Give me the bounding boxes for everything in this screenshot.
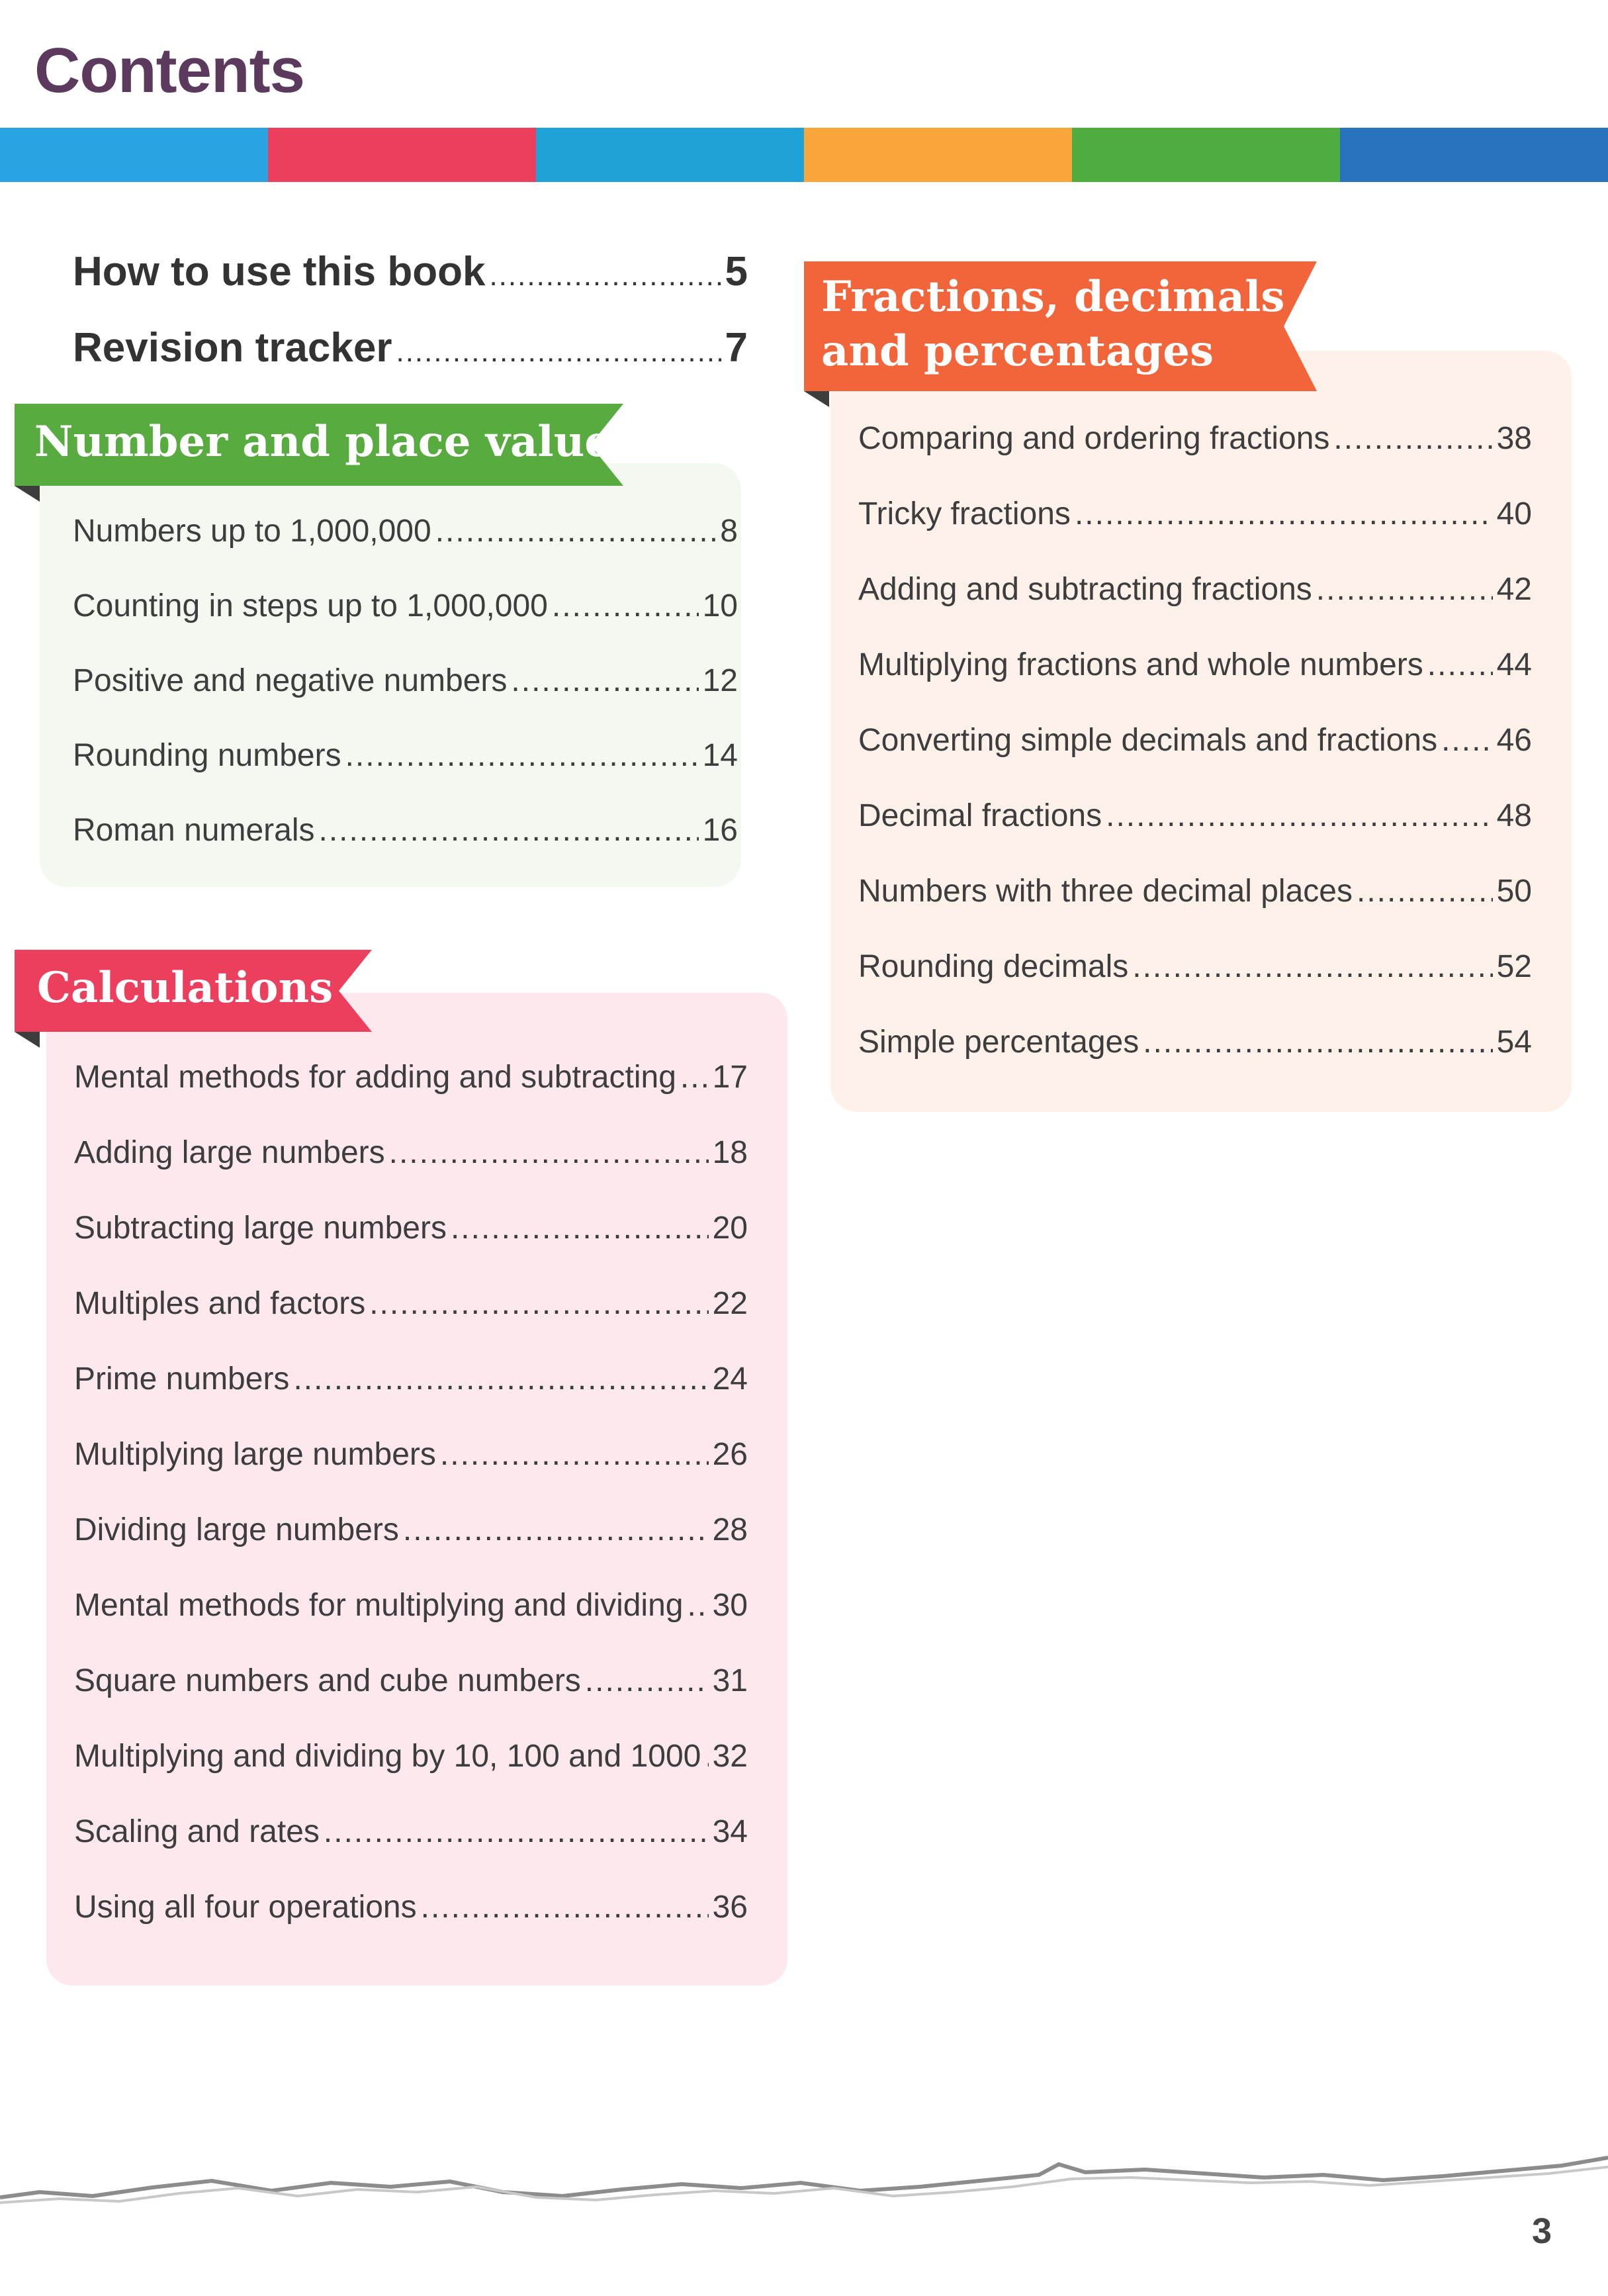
toc-entry-label: Using all four operations [74,1890,417,1925]
toc-entry-revision-tracker[interactable] [73,324,748,371]
toc-entry-page: 32 [712,1739,748,1774]
toc-entry[interactable] [74,1361,748,1397]
dot-leader [1427,647,1493,683]
dot-leader [345,737,699,774]
toc-entry-page: 7 [725,325,748,371]
dot-leader [1316,571,1493,608]
toc-entry-label: Multiples and factors [74,1286,366,1321]
toc-entry[interactable] [74,1210,748,1246]
toc-entry-label: Square numbers and cube numbers [74,1663,581,1698]
toc-entry-page: 24 [712,1361,748,1397]
toc-entry-label: Simple percentages [858,1025,1139,1060]
dot-leader [489,248,721,295]
dot-leader [403,1512,709,1548]
toc-entry-label: Decimal fractions [858,798,1102,833]
dot-leader [1357,873,1493,909]
toc-entry-page: 18 [712,1135,748,1170]
toc-entry-page: 30 [712,1588,748,1623]
fractions-section-heading-line1: Fractions, decimals [821,272,1285,322]
calculations-section-heading: Calculations [37,963,334,1013]
toc-entry-page: 42 [1496,572,1532,607]
toc-entry[interactable] [74,1738,748,1774]
dot-leader [440,1436,709,1473]
toc-entry[interactable] [73,588,738,624]
toc-entry[interactable] [858,722,1532,758]
toc-entry[interactable] [74,1134,748,1171]
dot-leader [389,1134,709,1171]
dot-leader [396,324,721,371]
toc-entry[interactable] [74,1059,748,1095]
strip-segment-cyan [536,128,804,182]
toc-entry[interactable] [858,1024,1532,1060]
toc-entry-page: 8 [720,514,738,549]
dot-leader [680,1059,709,1095]
dot-leader [1143,1024,1492,1060]
toc-entry-how-to-use[interactable] [73,248,748,295]
toc-entry[interactable] [73,663,738,699]
fractions-section-banner [804,261,1317,420]
toc-entry-label: Adding large numbers [74,1135,385,1170]
number-section-banner [15,404,623,510]
dot-leader [421,1889,709,1925]
toc-entry-page: 17 [712,1060,748,1095]
toc-entry-label: Converting simple decimals and fractions [858,723,1438,758]
toc-entry-page: 44 [1496,647,1532,682]
toc-entry-label: Counting in steps up to 1,000,000 [73,588,548,623]
toc-entry[interactable] [858,420,1532,457]
page-number: 3 [1532,2211,1552,2251]
toc-entry[interactable] [74,1889,748,1925]
strip-segment-navy [1340,128,1608,182]
toc-entry-label: Dividing large numbers [74,1512,399,1547]
toc-entry-label: Multiplying and dividing by 10, 100 and 1000 [74,1739,701,1774]
toc-entry-label: Mental methods for multiplying and dividing [74,1588,684,1623]
dot-leader [687,1587,708,1624]
toc-entry-label: Adding and subtracting fractions [858,572,1312,607]
toc-entry-page: 26 [712,1437,748,1472]
dot-leader [1132,948,1492,985]
toc-entry-page: 12 [702,663,738,698]
toc-entry-page: 48 [1496,798,1532,833]
toc-entry-page: 31 [712,1663,748,1698]
dot-leader [318,812,698,849]
toc-entry-page: 14 [702,738,738,773]
toc-entry[interactable] [73,812,738,849]
dot-leader [1441,722,1493,758]
dot-leader [511,663,698,699]
toc-entry-label: Scaling and rates [74,1814,320,1849]
toc-entry-label: Tricky fractions [858,496,1071,531]
strip-segment-orange [804,128,1072,182]
toc-entry[interactable] [858,873,1532,909]
strip-segment-pink [268,128,536,182]
toc-entry-label: Positive and negative numbers [73,663,508,698]
dot-leader [369,1285,708,1322]
toc-entry[interactable] [74,1436,748,1473]
fractions-section-heading-line2: and percentages [821,326,1214,376]
toc-entry-label: Prime numbers [74,1361,290,1397]
dot-leader [1333,420,1492,457]
toc-entry-label: How to use this book [73,249,486,295]
toc-entry-page: 34 [712,1814,748,1849]
toc-entry-label: Multiplying large numbers [74,1437,436,1472]
dot-leader [435,513,717,549]
toc-entry-page: 36 [712,1890,748,1925]
toc-entry[interactable] [74,1587,748,1624]
toc-entry[interactable] [858,798,1532,834]
toc-entry[interactable] [858,571,1532,608]
toc-entry-page: 38 [1496,421,1532,456]
toc-entry[interactable] [74,1663,748,1699]
strip-segment-blue [0,128,268,182]
dot-leader [324,1814,709,1850]
toc-entry-label: Numbers up to 1,000,000 [73,514,431,549]
toc-entry[interactable] [73,513,738,549]
toc-entry-page: 52 [1496,949,1532,984]
toc-entry[interactable] [74,1814,748,1850]
toc-entry-page: 28 [712,1512,748,1547]
dot-leader [293,1361,708,1397]
toc-entry[interactable] [73,737,738,774]
toc-entry-label: Rounding decimals [858,949,1129,984]
toc-entry-label: Revision tracker [73,325,392,371]
toc-entry-page: 5 [725,249,748,295]
torn-paper-edge [0,2118,1608,2211]
toc-entry-page: 10 [702,588,738,623]
toc-entry-label: Rounding numbers [73,738,341,773]
toc-entry[interactable] [858,496,1532,532]
toc-entry-label: Numbers with three decimal places [858,874,1353,909]
dot-leader [705,1738,708,1774]
page-title: Contents [34,35,304,106]
toc-entry-label: Mental methods for adding and subtracting [74,1060,676,1095]
toc-entry[interactable] [858,647,1532,683]
toc-entry-page: 20 [712,1211,748,1246]
toc-entry[interactable] [74,1512,748,1548]
dot-leader [1106,798,1493,834]
dot-leader [552,588,699,624]
toc-entry-label: Comparing and ordering fractions [858,421,1330,456]
calculations-section-banner [15,950,372,1056]
strip-segment-green [1072,128,1340,182]
toc-entry-label: Subtracting large numbers [74,1211,447,1246]
number-section-heading: Number and place value [34,417,611,467]
toc-entry-label: Multiplying fractions and whole numbers [858,647,1423,682]
dot-leader [1075,496,1493,532]
toc-entry[interactable] [74,1285,748,1322]
toc-entry-page: 16 [702,813,738,848]
dot-leader [585,1663,709,1699]
toc-entry-page: 54 [1496,1025,1532,1060]
dot-leader [451,1210,709,1246]
toc-entry-label: Roman numerals [73,813,315,848]
toc-entry-page: 50 [1496,874,1532,909]
colour-strip [0,128,1608,182]
toc-entry-page: 22 [712,1286,748,1321]
toc-entry-page: 46 [1496,723,1532,758]
toc-entry[interactable] [858,948,1532,985]
toc-entry-page: 40 [1496,496,1532,531]
